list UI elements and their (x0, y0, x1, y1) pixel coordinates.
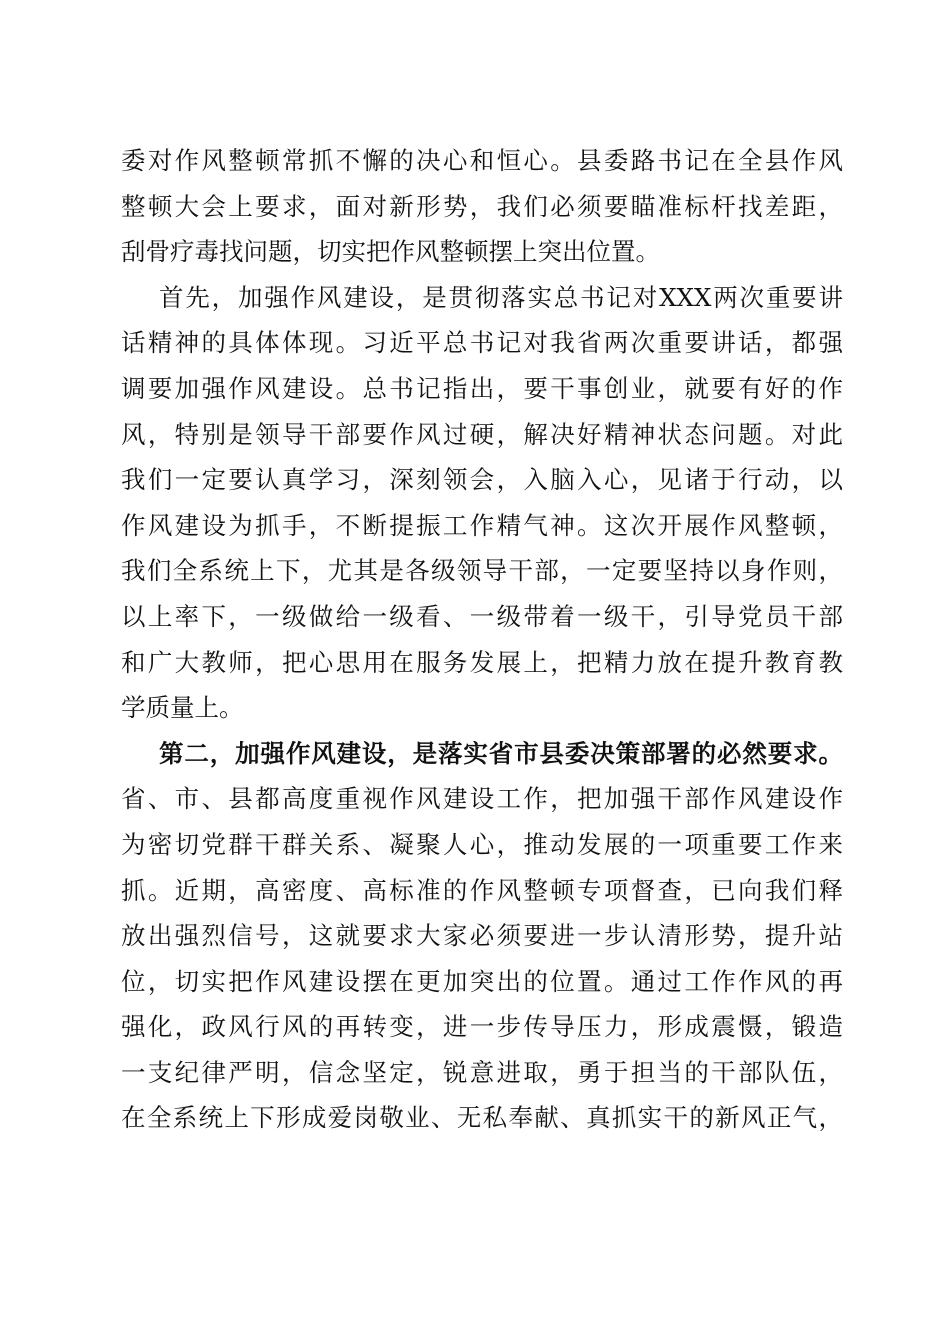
text-line: 一支纪律严明，信念坚定，锐意进取，勇于担当的干部队伍， (121, 1057, 843, 1087)
text-line: 风，特别是领导干部要作风过硬，解决好精神状态问题。对此 (121, 419, 843, 449)
text-line: 话精神的具体体现。习近平总书记对我省两次重要讲话，都强 (121, 328, 843, 358)
text-line: 调要加强作风建设。总书记指出，要干事创业，就要有好的作 (121, 373, 843, 403)
text-line: 作风建设为抓手，不断提振工作精气神。这次开展作风整顿， (121, 510, 843, 540)
section-heading-line: 第二，加强作风建设，是落实省市县委决策部署的必然要求。 (159, 738, 843, 768)
paragraph-first-line: 首先，加强作风建设，是贯彻落实总书记对XXX两次重要讲 (159, 282, 843, 312)
text-line: 放出强烈信号，这就要求大家必须要进一步认清形势，提升站 (121, 921, 843, 951)
text-line: 在全系统上下形成爱岗敬业、无私奉献、真抓实干的新风正气， (121, 1103, 843, 1133)
text-line: 刮骨疗毒找问题，切实把作风整顿摆上突出位置。 (121, 237, 660, 267)
text-line: 我们一定要认真学习，深刻领会，入脑入心，见诸于行动，以 (121, 465, 843, 495)
text-line: 省、市、县都高度重视作风建设工作，把加强干部作风建设作 (121, 784, 843, 814)
text-line: 强化，政风行风的再转变，进一步传导压力，形成震慑，锻造 (121, 1012, 843, 1042)
text-line: 和广大教师，把心思用在服务发展上，把精力放在提升教育教 (121, 647, 843, 677)
text-line: 学质量上。 (121, 693, 244, 723)
text-line: 抓。近期，高密度、高标准的作风整顿专项督查，已向我们释 (121, 875, 843, 905)
text-line: 整顿大会上要求，面对新形势，我们必须要瞄准标杆找差距， (121, 191, 843, 221)
text-line: 位，切实把作风建设摆在更加突出的位置。通过工作作风的再 (121, 966, 843, 996)
text-line: 以上率下，一级做给一级看、一级带着一级干，引导党员干部 (121, 601, 843, 631)
text-line: 我们全系统上下，尤其是各级领导干部，一定要坚持以身作则， (121, 556, 843, 586)
document-body (121, 138, 843, 1141)
text-line: 为密切党群干群关系、凝聚人心，推动发展的一项重要工作来 (121, 829, 843, 859)
text-line: 委对作风整顿常抓不懈的决心和恒心。县委路书记在全县作风 (121, 146, 843, 175)
